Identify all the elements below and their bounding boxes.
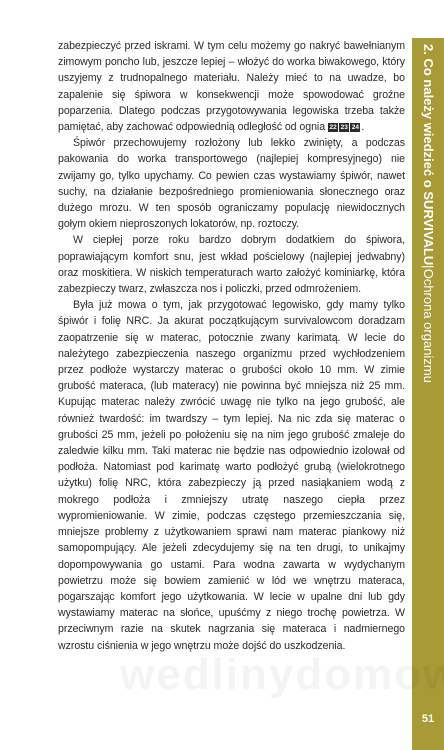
chapter-label <box>412 44 444 383</box>
figure-ref: 22 <box>329 124 337 132</box>
figure-ref: 23 <box>340 124 348 132</box>
paragraph: W ciepłej porze roku bardzo dobrym dodatkiem do śpiwora, poprawiającym komfort snu, jest wkład pościelowy (najlepiej jedwabny) oraz moskitiera. W niskich temperaturach warto założyć kominiarkę, która zabezpieczy twarz, zwłaszcza nos i policzki, przed odmrożeniem. <box>58 234 405 296</box>
chapter-separator: | <box>421 265 436 269</box>
figure-ref: 24 <box>351 124 359 132</box>
section-title: Ochrona organizmu <box>421 268 436 383</box>
paragraph: zabezpieczyć przed iskrami. W tym celu możemy go nakryć bawełnianym zimowym poncho lub, jeszcze lepiej – włożyć do worka biwakowego, który uszyjemy z trudnopalnego materiału. Należy mieć to na uwadze, bo zapalenie się śpiwora w konsekwencji może spowodować groźne poparzenia. Dlatego podczas przygotowywania legowiska trzeba także pamiętać, aby zachować odpowiednią odległość od ognia 22 23 24 . <box>58 40 405 134</box>
chapter-sidebar <box>412 38 444 750</box>
body-text <box>58 38 405 654</box>
paragraph: Śpiwór przechowujemy rozłożony lub lekko zwinięty, a podczas pakowania do worka transportowego (najlepiej kompresyjnego) nie zwijamy go, tylko upychamy. Co pewien czas wystawiamy śpiwór, nawet suchy, na działanie bezpośredniego promieniowania słonecznego oraz dużego mrozu. W ten sposób ograniczamy populację niewidocznych gołym okiem nieproszonych lokatorów, np. roztoczy. <box>58 137 405 231</box>
paragraph: Była już mowa o tym, jak przygotować legowisko, gdy mamy tylko śpiwór i folię NRC. Ja akurat początkującym survivalowcom doradzam zaopatrzenie się w materac, potocznie zwany karimatą. W lecie do należytego zabezpieczenia naszego organizmu przed wychłodzeniem przez podłoże wystarczy materac o grubości około 10 mm. W zimie grubość materaca, (lub materacy) nie powinna być mniejsza niż 25 mm. Kupując materac należy zwrócić uwagę nie tylko na jego grubość, ale również twardość: im twardszy – tym lepiej. Na nic zda się materac o grubości 25 mm, jeżeli po położeniu się na nim jego grubość zmaleje do zaledwie kilku mm. Taki materac nie będzie nas odpowiednio izolował od podłoża. Natomiast pod karimatę warto podłożyć grubą (wielokrotnego użytku) folię NRC, która zabezpieczy ją przed nasiąkaniem wodą z mokrego podłoża i zmniejszy utratę naszego ciepła przez wypromieniowanie. W zimie, podczas częstego przemieszczania się, mniejsze problemy z użytkowaniem sprawi nam materac piankowy niż samopompujący. Ale jeżeli zdecydujemy się na ten drugi, to unikajmy dopompowywania go ustami. Para wodna zawarta w wydychanym powietrzu może się bowiem zamienić w lód we wnętrzu materaca, pogarszając komfort jego użytkowania. W lecie w upalne dni lub gdy wystawiamy materac na słońce, upuśćmy z niego trochę powietrza. W przeciwnym razie na skutek nagrzania się materaca i nadmiernego wzrostu ciśnienia w jego wnętrzu może dojść do uszkodzenia. <box>58 299 405 652</box>
watermark <box>120 650 444 710</box>
chapter-title: 2. Co należy wiedzieć o SURVIVALU <box>421 44 436 266</box>
page-number: 51 <box>421 713 435 725</box>
